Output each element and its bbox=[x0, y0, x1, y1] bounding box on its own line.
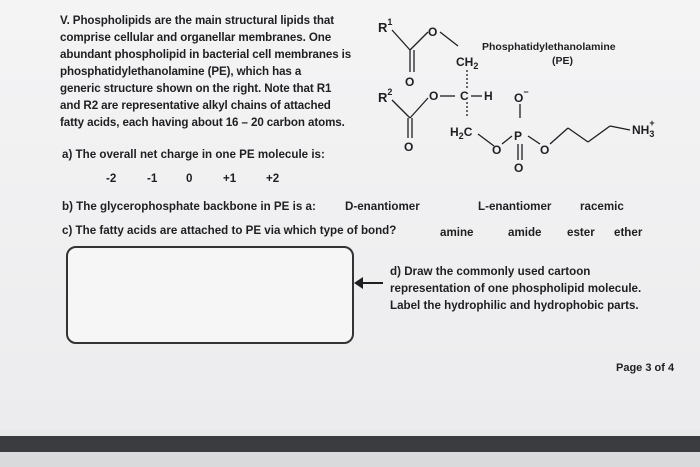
r2-label: $R^2$ bbox=[378, 87, 393, 105]
question-a-prompt: a) The overall net charge in one PE molecule is: bbox=[62, 148, 325, 161]
question-d-marker: d) bbox=[390, 265, 401, 278]
answer-option-b[interactable]: racemic bbox=[580, 200, 624, 213]
answer-option-b[interactable]: L-enantiomer bbox=[478, 200, 552, 213]
answer-option-a[interactable]: -2 bbox=[106, 172, 117, 185]
question-c-prompt: c) The fatty acids are attached to PE via which type of bond? bbox=[62, 224, 397, 237]
answer-option-c[interactable]: amide bbox=[508, 226, 542, 239]
intro-line: generic structure shown on the right. Note that R1 bbox=[60, 82, 332, 95]
carbonyl-oxygen-1: O bbox=[405, 75, 415, 89]
pe-structure-diagram bbox=[370, 8, 690, 178]
question-d bbox=[390, 263, 690, 314]
phosphoryl-oxygen: O bbox=[514, 161, 524, 175]
hydrogen-label: H bbox=[484, 89, 493, 103]
h2c-label: $H_2C$ bbox=[450, 125, 473, 141]
question-d-line: d) Draw the commonly used cartoon bbox=[390, 265, 591, 278]
answer-option-b[interactable]: D-enantiomer bbox=[345, 200, 420, 213]
molecule-abbrev: (PE) bbox=[552, 55, 573, 67]
answer-option-a[interactable]: +2 bbox=[266, 172, 280, 185]
answer-option-c[interactable]: ester bbox=[567, 226, 595, 239]
question-b-prompt: b) The glycerophosphate backbone in PE is a: bbox=[62, 200, 316, 213]
page-number: Page 3 of 4 bbox=[616, 362, 675, 374]
intro-line: and R2 are representative alkyl chains of attached bbox=[60, 99, 331, 112]
intro-line: V. Phospholipids are the main structural lipids that bbox=[60, 14, 334, 27]
bottom-dark-bar bbox=[0, 436, 700, 452]
drawing-answer-box[interactable] bbox=[66, 246, 354, 344]
carbonyl-oxygen-2: O bbox=[404, 140, 414, 154]
question-d-line: representation of one phospholipid molecule. bbox=[390, 282, 642, 295]
bridging-oxygen-1: O bbox=[492, 143, 502, 157]
r1-label: $R^1$ bbox=[378, 17, 393, 35]
ester-oxygen-2: O bbox=[429, 89, 439, 103]
answer-option-a[interactable]: 0 bbox=[186, 172, 193, 185]
phosphate-o-minus: O− bbox=[514, 87, 529, 105]
ch2-label: $CH_2$ bbox=[456, 55, 479, 71]
ammonium-label: $NH_3+$ bbox=[632, 118, 655, 139]
answer-option-a[interactable]: -1 bbox=[147, 172, 158, 185]
ester-oxygen-1: O bbox=[428, 25, 438, 39]
phosphorus-label: P bbox=[514, 129, 523, 143]
bridging-oxygen-2: O bbox=[540, 143, 550, 157]
answer-option-c[interactable]: amine bbox=[440, 226, 474, 239]
left-arrow-icon bbox=[354, 276, 384, 290]
molecule-name: Phosphatidylethanolamine bbox=[482, 41, 616, 53]
intro-line: abundant phospholipid in bacterial cell membranes is bbox=[60, 48, 352, 61]
question-d-line: Label the hydrophilic and hydrophobic parts. bbox=[390, 299, 639, 312]
intro-line: phosphatidylethanolamine (PE), which has a bbox=[60, 65, 302, 78]
answer-option-c[interactable]: ether bbox=[614, 226, 643, 239]
intro-line: fatty acids, each having about 16 – 20 carbon atoms. bbox=[60, 116, 345, 129]
chiral-carbon-label: C bbox=[460, 89, 469, 103]
intro-paragraph bbox=[60, 12, 370, 131]
bottom-light-strip bbox=[0, 452, 700, 467]
intro-line: comprise cellular and organellar membranes. One bbox=[60, 31, 332, 44]
answer-option-a[interactable]: +1 bbox=[223, 172, 237, 185]
